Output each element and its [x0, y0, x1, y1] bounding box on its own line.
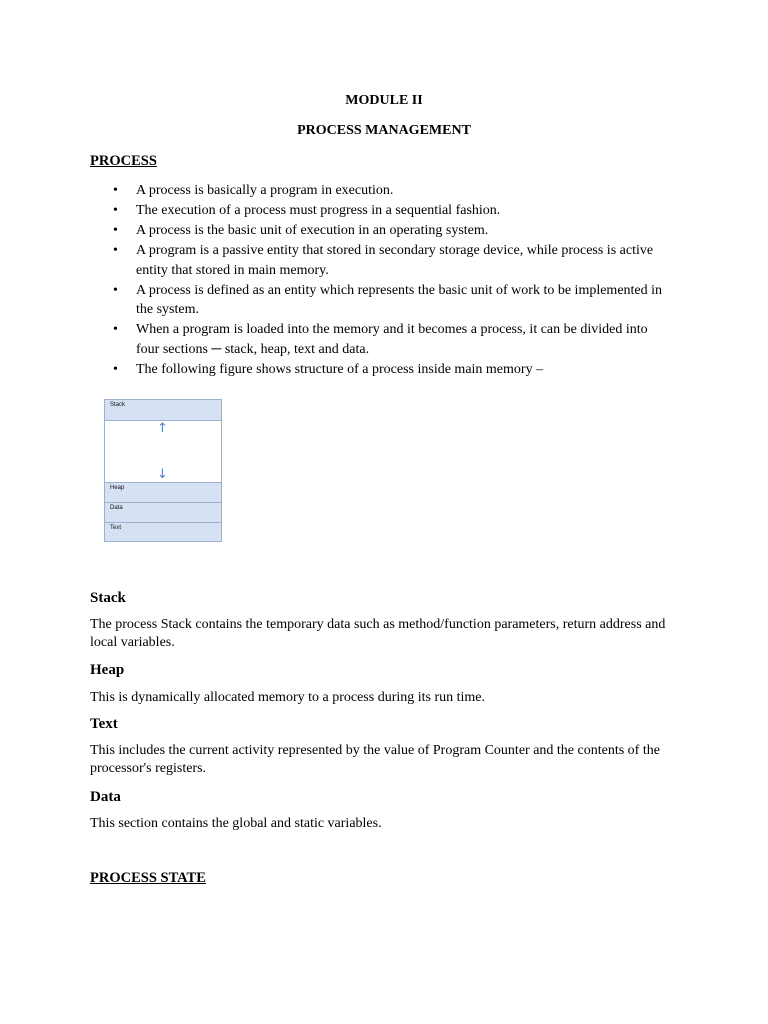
heap-heading: Heap [90, 662, 125, 678]
list-item [113, 201, 673, 221]
list-item-text: A process is basically a program in execution. [136, 183, 394, 198]
page-title: PROCESS MANAGEMENT [297, 123, 471, 138]
figure-stack-segment: Stack [105, 400, 221, 421]
list-item-text: When a program is loaded into the memory and it becomes a process, it can be divided into four sections ─ stack, heap, text and data. [136, 322, 648, 357]
bullet-icon: • [113, 223, 118, 238]
heap-body: This is dynamically allocated memory to a process during its run time. [90, 690, 486, 705]
list-item-text: A process is the basic unit of execution in an operating system. [136, 223, 489, 238]
section-heading-process-state: PROCESS STATE [90, 870, 206, 886]
list-item-text: The following figure shows structure of a process inside main memory – [136, 361, 544, 377]
list-item [113, 320, 673, 359]
list-item [113, 181, 673, 201]
list-item-text: A process is defined as an entity which represents the basic unit of work to be implemented in the system. [136, 282, 663, 317]
module-title: MODULE II [345, 93, 423, 108]
process-memory-figure [104, 399, 222, 542]
bullet-icon: • [113, 243, 118, 258]
bullet-icon: • [113, 203, 118, 218]
figure-data-segment: Data [105, 503, 221, 523]
list-item-text: The execution of a process must progress in a sequential fashion. [136, 203, 501, 218]
arrow-up-icon: ↑ [157, 421, 168, 436]
process-bullet-list [113, 181, 673, 380]
arrow-down-icon: ↓ [157, 467, 168, 482]
list-item [113, 360, 673, 380]
bullet-icon: • [113, 183, 118, 198]
text-heading: Text [90, 716, 118, 732]
list-item [113, 221, 673, 241]
data-body: This section contains the global and static variables. [90, 816, 382, 831]
section-heading-process: PROCESS [90, 153, 157, 169]
data-heading: Data [90, 789, 121, 805]
text-body: This includes the current activity represented by the value of Program Counter and the contents of the processor's registers. [90, 743, 660, 776]
bullet-icon: • [113, 282, 118, 298]
bullet-icon: • [113, 361, 118, 377]
figure-heap-segment: Heap [105, 482, 221, 503]
list-item-text: A program is a passive entity that stored in secondary storage device, while process is active entity that stored in main memory. [136, 243, 654, 278]
stack-body: The process Stack contains the temporary data such as method/function parameters, return address and local variables. [90, 617, 666, 650]
bullet-icon: • [113, 322, 118, 337]
list-item [113, 281, 673, 320]
figure-text-segment: Text [105, 523, 221, 541]
stack-heading: Stack [90, 590, 126, 606]
list-item [113, 241, 673, 280]
